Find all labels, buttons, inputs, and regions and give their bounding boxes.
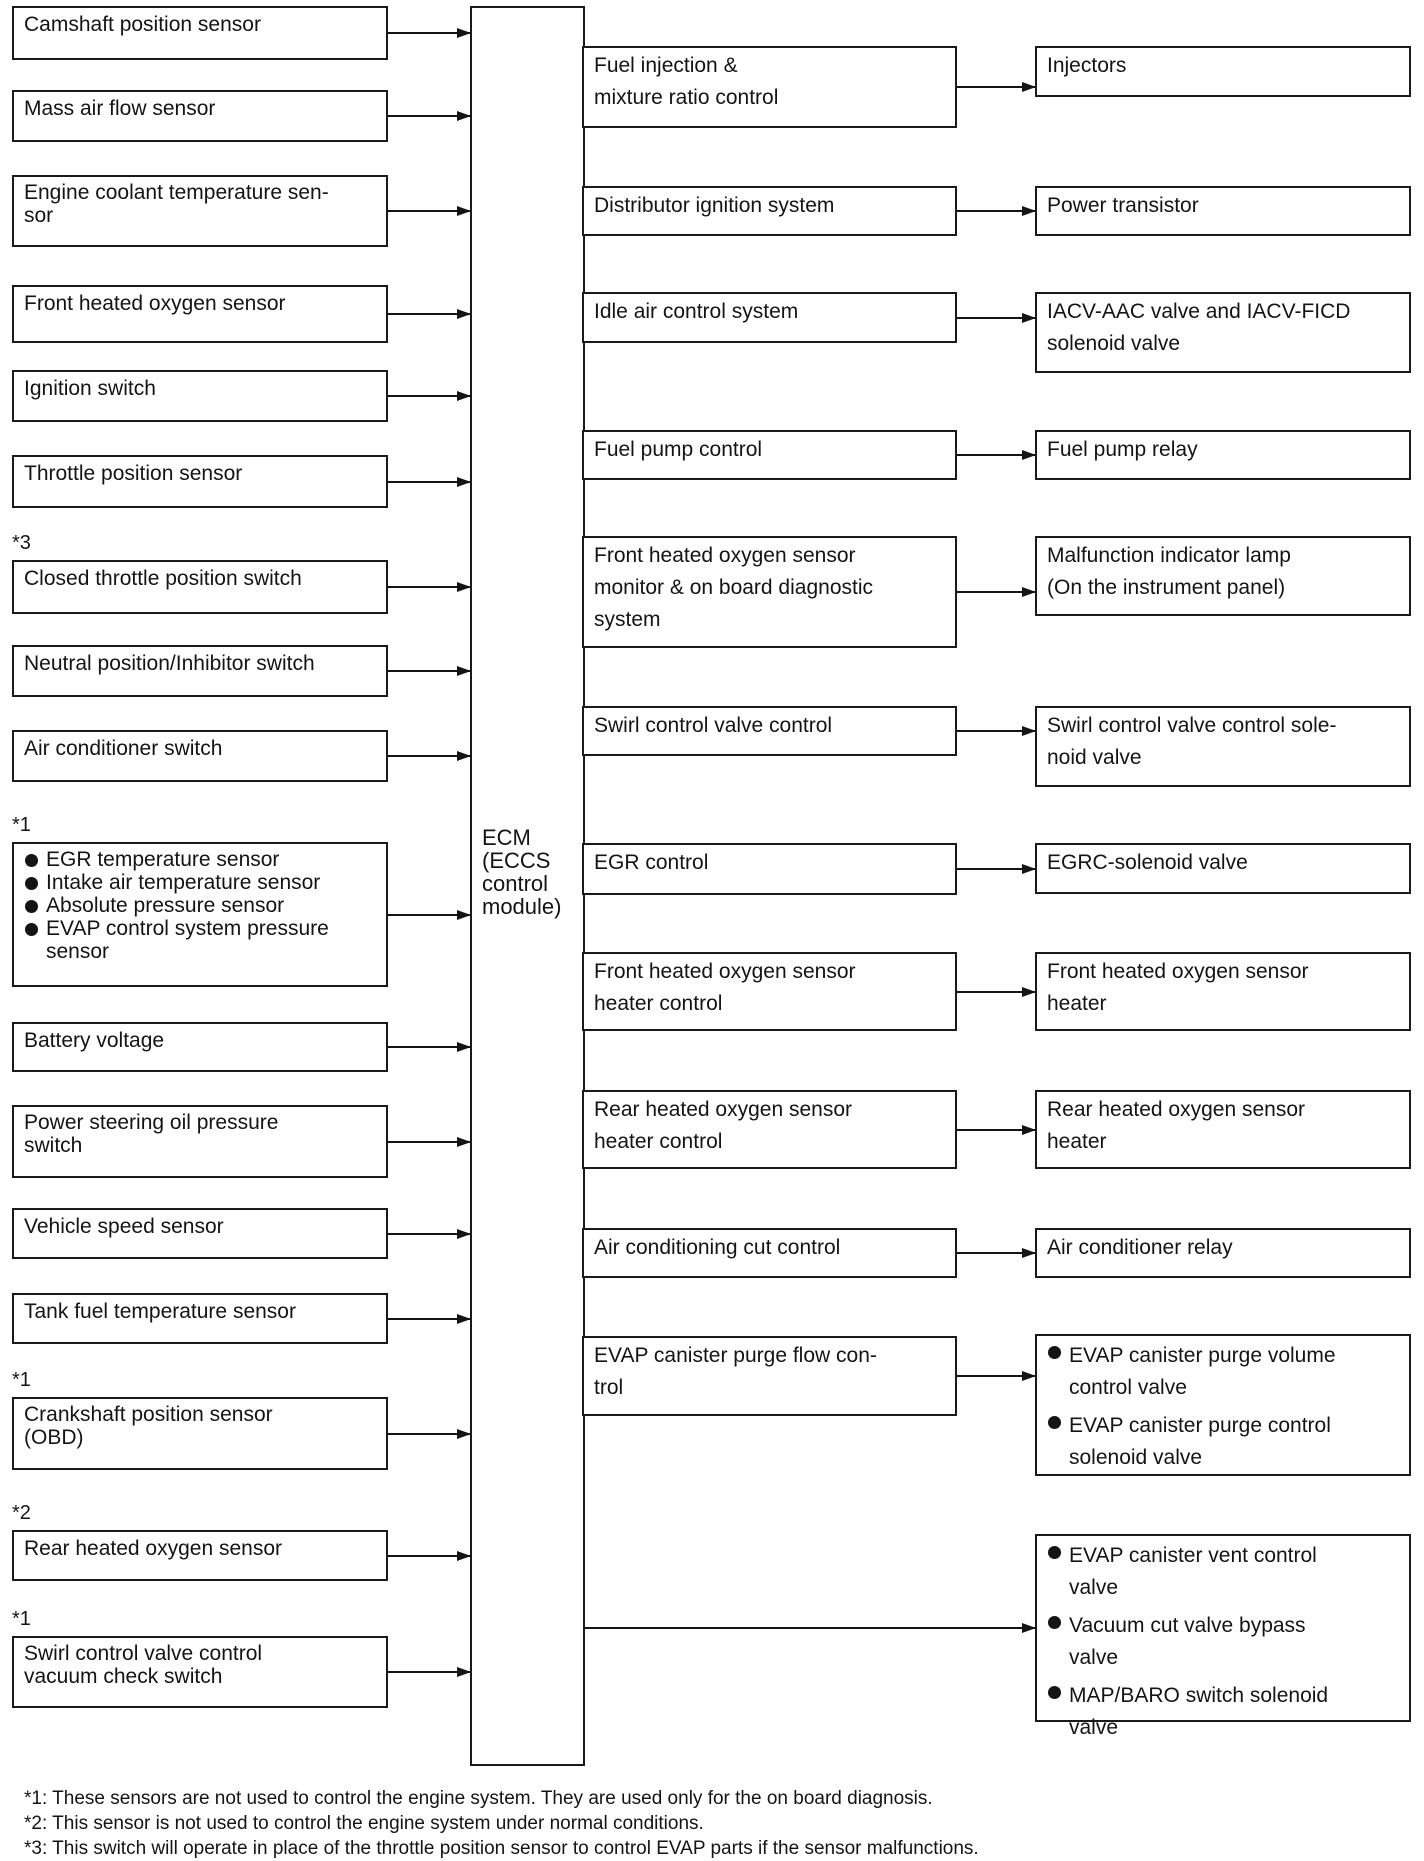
box-text-line: Distributor ignition system	[594, 194, 835, 217]
output-box	[1035, 1534, 1411, 1739]
output-box	[1035, 46, 1411, 97]
box-text-line: Neutral position/Inhibitor switch	[24, 652, 315, 675]
bullet-item: EVAP canister vent control	[1045, 1540, 1401, 1572]
bullet-item: Absolute pressure sensor	[22, 894, 378, 917]
input-box	[12, 730, 388, 782]
output-box	[1035, 536, 1411, 616]
box-text-line: switch	[24, 1134, 83, 1157]
box-text-line: Tank fuel temperature sensor	[24, 1300, 296, 1323]
bullet-item-continued: valve	[1069, 1576, 1119, 1599]
box-text-line: Battery voltage	[24, 1029, 165, 1052]
box-text-line: EGR control	[594, 851, 709, 874]
box-text-line: Rear heated oxygen sensor	[24, 1537, 282, 1560]
box-text-line: Injectors	[1047, 54, 1127, 77]
function-box	[582, 843, 957, 895]
footnote-marker: *3	[12, 532, 31, 554]
ecm-label: ECM (ECCS control module)	[482, 825, 562, 919]
box-text-line: monitor & on board diagnostic	[594, 576, 873, 599]
input-box	[12, 370, 388, 422]
bullet-item-continued: solenoid valve	[1069, 1446, 1203, 1469]
input-box	[12, 1636, 388, 1708]
output-box	[1035, 1228, 1411, 1278]
output-box	[1035, 186, 1411, 236]
box-text-line: Ignition switch	[24, 377, 156, 400]
box-text-line: Front heated oxygen sensor	[1047, 960, 1309, 983]
footnote-marker: *1	[12, 814, 31, 836]
function-box	[582, 186, 957, 236]
box-text-line: Air conditioner relay	[1047, 1236, 1233, 1259]
bullet-item-continued: sensor	[46, 940, 110, 963]
input-box	[12, 842, 388, 987]
box-text-line: Swirl control valve control	[594, 714, 833, 737]
box-text-line: Air conditioning cut control	[594, 1236, 841, 1259]
input-box	[12, 1530, 388, 1581]
box-text-line: Throttle position sensor	[24, 462, 243, 485]
footnote-marker: *1	[12, 1608, 31, 1630]
function-box	[582, 46, 957, 128]
box-text-line: Rear heated oxygen sensor	[594, 1098, 852, 1121]
box-text-line: heater	[1047, 992, 1107, 1015]
footnotes	[24, 1786, 979, 1861]
box-text-line: Idle air control system	[594, 300, 799, 323]
input-box	[12, 6, 388, 60]
bullet-item: MAP/BARO switch solenoid	[1045, 1680, 1401, 1712]
footnote-marker: *2	[12, 1502, 31, 1524]
box-text-line: Closed throttle position switch	[24, 567, 302, 590]
function-box	[582, 952, 957, 1031]
bullet-item-continued: valve	[1069, 1646, 1119, 1669]
footnote: *2: This sensor is not used to control the engine system under normal conditions.	[24, 1813, 704, 1834]
box-text-line: Vehicle speed sensor	[24, 1215, 224, 1238]
box-text-line: Fuel pump relay	[1047, 438, 1198, 461]
output-box	[1035, 1090, 1411, 1169]
output-box	[1035, 706, 1411, 787]
bullet-item: EVAP canister purge control	[1045, 1410, 1401, 1442]
box-text-line: Air conditioner switch	[24, 737, 223, 760]
input-box	[12, 90, 388, 142]
box-text-line: EGRC-solenoid valve	[1047, 851, 1248, 874]
bullet-item: EGR temperature sensor	[22, 848, 378, 871]
box-text-line: Rear heated oxygen sensor	[1047, 1098, 1305, 1121]
box-text-line: Fuel pump control	[594, 438, 763, 461]
box-text-line: Malfunction indicator lamp	[1047, 544, 1291, 567]
input-box	[12, 1208, 388, 1259]
function-box	[582, 430, 957, 480]
output-box	[1035, 1334, 1411, 1476]
input-box	[12, 1105, 388, 1178]
box-text-line: Mass air flow sensor	[24, 97, 216, 120]
bullet-item-continued: control valve	[1069, 1376, 1187, 1399]
box-text-line: Camshaft position sensor	[24, 13, 261, 36]
bullet-item: EVAP canister purge volume	[1045, 1340, 1401, 1372]
function-box	[582, 706, 957, 756]
box-text-line: Swirl control valve control sole-	[1047, 714, 1337, 737]
box-text-line: Crankshaft position sensor	[24, 1403, 273, 1426]
box-text-line: Swirl control valve control	[24, 1642, 263, 1665]
input-box	[12, 1397, 388, 1470]
output-box	[1035, 952, 1411, 1031]
box-text-line: trol	[594, 1376, 624, 1399]
input-box	[12, 1022, 388, 1072]
bullet-item: Intake air temperature sensor	[22, 871, 378, 894]
bullet-item: Vacuum cut valve bypass	[1045, 1610, 1401, 1642]
box-text-line: Engine coolant temperature sen-	[24, 181, 329, 204]
box-text-line: Front heated oxygen sensor	[594, 544, 856, 567]
function-box	[582, 292, 957, 343]
input-box	[12, 175, 388, 247]
input-box	[12, 645, 388, 697]
function-box	[582, 536, 957, 648]
box-text-line: (OBD)	[24, 1426, 84, 1449]
box-text-line: mixture ratio control	[594, 86, 779, 109]
box-text-line: IACV-AAC valve and IACV-FICD	[1047, 300, 1351, 323]
box-text-line: Fuel injection &	[594, 54, 738, 77]
box-text-line: heater	[1047, 1130, 1107, 1153]
bullet-item-continued: valve	[1069, 1716, 1119, 1739]
box-text-line: noid valve	[1047, 746, 1142, 769]
input-box	[12, 285, 388, 343]
box-text-line: heater control	[594, 992, 723, 1015]
input-box	[12, 455, 388, 508]
box-text-line: EVAP canister purge flow con-	[594, 1344, 877, 1367]
box-text-line: sor	[24, 204, 54, 227]
function-box	[582, 1090, 957, 1169]
bullet-item: EVAP control system pressure	[22, 917, 378, 940]
box-text-line: solenoid valve	[1047, 332, 1181, 355]
box-text-line: Front heated oxygen sensor	[24, 292, 286, 315]
box-text-line: system	[594, 608, 661, 631]
box-text-line: vacuum check switch	[24, 1665, 223, 1688]
footnote: *1: These sensors are not used to control the engine system. They are used only for the on board diagnosis.	[24, 1788, 933, 1809]
output-box	[1035, 843, 1411, 894]
function-box	[582, 1336, 957, 1416]
output-box	[1035, 292, 1411, 373]
input-box	[12, 560, 388, 614]
box-text-line: heater control	[594, 1130, 723, 1153]
input-box	[12, 1293, 388, 1344]
box-text-line: (On the instrument panel)	[1047, 576, 1286, 599]
box-text-line: Power steering oil pressure	[24, 1111, 279, 1134]
output-box	[1035, 430, 1411, 480]
function-box	[582, 1228, 957, 1278]
box-text-line: Front heated oxygen sensor	[594, 960, 856, 983]
footnote: *3: This switch will operate in place of the throttle position sensor to control EVAP parts if the sensor malfunctions.	[24, 1838, 979, 1859]
box-text-line: Power transistor	[1047, 194, 1199, 217]
footnote-marker: *1	[12, 1369, 31, 1391]
